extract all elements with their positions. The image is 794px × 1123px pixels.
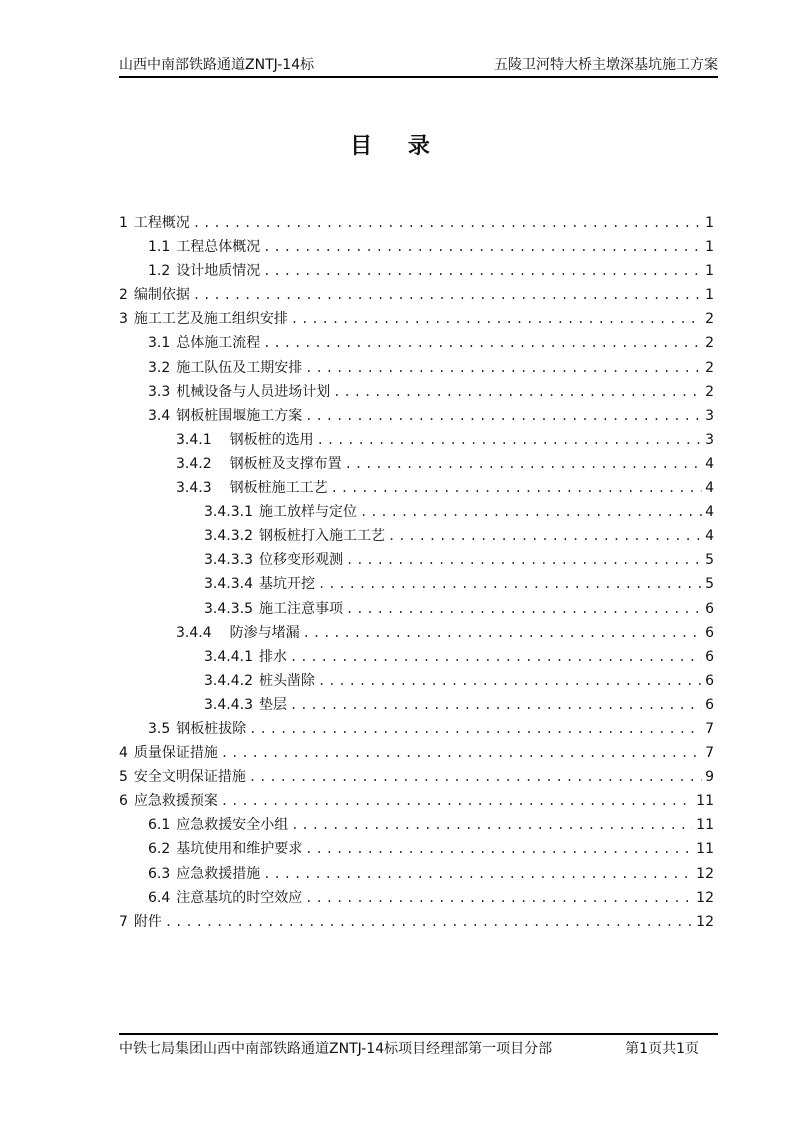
toc-entry[interactable] — [119, 621, 714, 645]
toc-entry-number: 3.4.4.2 — [204, 672, 253, 689]
toc-dot-leader — [263, 235, 702, 259]
toc-entry-label: 钢板桩打入施工工艺 — [258, 528, 385, 545]
toc-dot-leader — [346, 548, 702, 572]
toc-entry[interactable] — [119, 356, 714, 380]
toc-entry-label: 工程总体概况 — [176, 239, 261, 256]
header-project-name: 山西中南部铁路通道ZNTJ-14标 — [119, 57, 315, 73]
toc-entry[interactable] — [119, 693, 714, 717]
toc-entry[interactable] — [119, 548, 714, 572]
toc-entry-label: 工程概况 — [133, 215, 190, 231]
toc-entry-number: 1.2 — [148, 263, 171, 280]
toc-entry[interactable] — [119, 741, 714, 765]
toc-dot-leader — [263, 331, 702, 355]
toc-entry-page: 2 — [705, 335, 714, 352]
toc-entry[interactable] — [119, 572, 714, 596]
toc-entry[interactable] — [119, 259, 714, 283]
toc-entry-page: 2 — [705, 311, 714, 328]
toc-entry-page: 1 — [705, 239, 714, 256]
toc-entry-number: 3.4.3.2 — [204, 528, 253, 545]
toc-dot-leader — [305, 837, 693, 861]
toc-entry-label: 施工注意事项 — [258, 600, 343, 617]
toc-entry[interactable] — [119, 235, 714, 259]
toc-entry-page: 2 — [705, 359, 714, 376]
toc-entry-page: 2 — [705, 383, 714, 400]
header-document-title: 五陵卫河特大桥主墩深基坑施工方案 — [494, 57, 718, 73]
toc-entry-number: 3.4.3.1 — [204, 504, 253, 521]
toc-dot-leader — [388, 524, 702, 548]
toc-entry[interactable] — [119, 910, 714, 934]
toc-entry-page: 1 — [705, 215, 714, 231]
toc-entry-number: 1 — [119, 215, 128, 231]
toc-dot-leader — [305, 356, 702, 380]
toc-dot-leader — [305, 886, 693, 910]
toc-entry[interactable] — [119, 789, 714, 813]
toc-dot-leader — [318, 669, 702, 693]
toc-entry-number: 6.2 — [148, 841, 171, 858]
toc-entry[interactable] — [119, 476, 714, 500]
toc-entry-number: 3.4.3.4 — [204, 576, 253, 593]
toc-dot-leader — [305, 404, 702, 428]
toc-entry-page: 7 — [705, 745, 714, 762]
toc-dot-leader — [263, 259, 702, 283]
toc-dot-leader — [345, 452, 702, 476]
toc-entry-page: 6 — [705, 696, 714, 713]
toc-entry-label: 防渗与堵漏 — [229, 624, 300, 641]
toc-entry-number: 3.4.4 — [176, 624, 212, 641]
toc-dot-leader — [221, 741, 702, 765]
toc-entry-label: 安全文明保证措施 — [133, 769, 246, 786]
toc-entry[interactable] — [119, 813, 714, 837]
toc-entry-page: 7 — [705, 720, 714, 737]
toc-entry-label: 施工放样与定位 — [258, 504, 357, 521]
toc-dot-leader — [291, 307, 702, 331]
toc-entry[interactable] — [119, 331, 714, 355]
page-footer — [119, 1038, 699, 1060]
toc-entry-number: 3.4.3.5 — [204, 600, 253, 617]
toc-entry-page: 12 — [696, 913, 714, 930]
toc-dot-leader — [290, 693, 702, 717]
toc-entry-page: 6 — [705, 648, 714, 665]
toc-dot-leader — [263, 862, 693, 886]
toc-entry-number: 3.4 — [148, 407, 171, 424]
toc-entry[interactable] — [119, 211, 714, 235]
toc-entry[interactable] — [119, 380, 714, 404]
toc-entry-page: 1 — [705, 263, 714, 280]
toc-entry-page: 12 — [696, 865, 714, 882]
toc-entry[interactable] — [119, 765, 714, 789]
toc-entry-label: 钢板桩围堰施工方案 — [176, 407, 303, 424]
toc-entry-page: 6 — [705, 624, 714, 641]
toc-entry-label: 施工工艺及施工组织安排 — [133, 311, 288, 328]
toc-entry[interactable] — [119, 717, 714, 741]
toc-entry-page: 3 — [705, 407, 714, 424]
toc-entry-page: 11 — [696, 841, 714, 858]
page-title: 目 录 — [350, 133, 444, 159]
toc-entry-number: 3.1 — [148, 335, 171, 352]
toc-entry-page: 12 — [696, 889, 714, 906]
toc-entry-number: 3.4.4.3 — [204, 696, 253, 713]
toc-entry-label: 垫层 — [258, 696, 287, 713]
toc-entry-page: 3 — [705, 431, 714, 448]
toc-entry[interactable] — [119, 524, 714, 548]
toc-entry-number: 7 — [119, 913, 128, 930]
toc-entry-label: 位移变形观测 — [258, 552, 343, 569]
toc-entry-label: 质量保证措施 — [133, 745, 218, 762]
toc-dot-leader — [331, 476, 702, 500]
toc-entry-number: 4 — [119, 745, 128, 762]
toc-entry-number: 3.4.1 — [176, 431, 212, 448]
toc-dot-leader — [333, 380, 702, 404]
toc-entry-page: 4 — [705, 504, 714, 521]
toc-entry-number: 3.4.3.3 — [204, 552, 253, 569]
table-of-contents — [119, 211, 714, 934]
toc-entry[interactable] — [119, 886, 714, 910]
toc-entry[interactable] — [119, 669, 714, 693]
toc-dot-leader — [249, 717, 702, 741]
toc-entry[interactable] — [119, 597, 714, 621]
page-header — [119, 54, 718, 76]
toc-entry-label: 施工队伍及工期安排 — [176, 359, 303, 376]
toc-entry-number: 2 — [119, 287, 128, 304]
toc-entry-page: 1 — [705, 287, 714, 304]
toc-entry-page: 4 — [705, 480, 714, 497]
toc-entry-page: 4 — [705, 528, 714, 545]
toc-entry-page: 5 — [705, 576, 714, 593]
toc-entry[interactable] — [119, 862, 714, 886]
toc-entry-number: 3.5 — [148, 720, 171, 737]
toc-entry-page: 6 — [705, 672, 714, 689]
toc-entry-number: 5 — [119, 769, 128, 786]
footer-page-number: 第1页共1页 — [625, 1041, 699, 1057]
toc-entry-number: 6.1 — [148, 817, 171, 834]
toc-entry-label: 钢板桩及支撑布置 — [229, 455, 342, 472]
toc-entry-label: 基坑开挖 — [258, 576, 315, 593]
toc-entry[interactable] — [119, 645, 714, 669]
toc-entry-label: 机械设备与人员进场计划 — [176, 383, 331, 400]
toc-dot-leader — [318, 572, 702, 596]
toc-entry-number: 3.4.2 — [176, 455, 212, 472]
toc-entry-number: 3.3 — [148, 383, 171, 400]
toc-entry-number: 6 — [119, 793, 128, 810]
toc-entry-page: 9 — [705, 769, 714, 786]
toc-entry[interactable] — [119, 500, 714, 524]
toc-dot-leader — [360, 500, 702, 524]
toc-dot-leader — [290, 645, 702, 669]
toc-entry-label: 应急救援预案 — [133, 793, 218, 810]
toc-entry[interactable] — [119, 307, 714, 331]
toc-entry-label: 钢板桩施工工艺 — [229, 480, 328, 497]
toc-entry[interactable] — [119, 428, 714, 452]
toc-dot-leader — [249, 765, 702, 789]
toc-entry-page: 4 — [705, 455, 714, 472]
toc-dot-leader — [193, 283, 702, 307]
toc-dot-leader — [346, 597, 702, 621]
toc-entry[interactable] — [119, 452, 714, 476]
toc-entry-label: 桩头凿除 — [258, 672, 315, 689]
toc-entry-page: 11 — [696, 817, 714, 834]
toc-entry-label: 钢板桩的选用 — [229, 431, 314, 448]
toc-entry[interactable] — [119, 283, 714, 307]
toc-entry-label: 编制依据 — [133, 287, 190, 304]
toc-entry[interactable] — [119, 837, 714, 861]
toc-dot-leader — [303, 621, 702, 645]
toc-entry-page: 6 — [705, 600, 714, 617]
toc-entry-number: 3.4.3 — [176, 480, 212, 497]
toc-entry-label: 附件 — [133, 913, 162, 930]
toc-entry-label: 排水 — [258, 648, 287, 665]
toc-dot-leader — [165, 910, 693, 934]
toc-entry-number: 3.2 — [148, 359, 171, 376]
footer-organization: 中铁七局集团山西中南部铁路通道ZNTJ-14标项目经理部第一项目分部 — [119, 1041, 553, 1057]
toc-entry-page: 5 — [705, 552, 714, 569]
toc-entry-number: 1.1 — [148, 239, 171, 256]
toc-entry-label: 注意基坑的时空效应 — [176, 889, 303, 906]
toc-dot-leader — [291, 813, 693, 837]
toc-entry-number: 3.4.4.1 — [204, 648, 253, 665]
toc-dot-leader — [317, 428, 702, 452]
header-divider — [119, 76, 718, 78]
toc-entry-label: 应急救援措施 — [176, 865, 261, 882]
toc-dot-leader — [221, 789, 693, 813]
toc-dot-leader — [193, 211, 702, 235]
footer-divider — [119, 1033, 718, 1035]
toc-entry-label: 基坑使用和维护要求 — [176, 841, 303, 858]
toc-entry-number: 3 — [119, 311, 128, 328]
toc-entry-label: 钢板桩拔除 — [176, 720, 247, 737]
toc-entry-number: 6.4 — [148, 889, 171, 906]
toc-entry-page: 11 — [696, 793, 714, 810]
toc-entry-number: 6.3 — [148, 865, 171, 882]
toc-entry[interactable] — [119, 404, 714, 428]
toc-entry-label: 应急救援安全小组 — [176, 817, 289, 834]
toc-entry-label: 设计地质情况 — [176, 263, 261, 280]
toc-entry-label: 总体施工流程 — [176, 335, 261, 352]
